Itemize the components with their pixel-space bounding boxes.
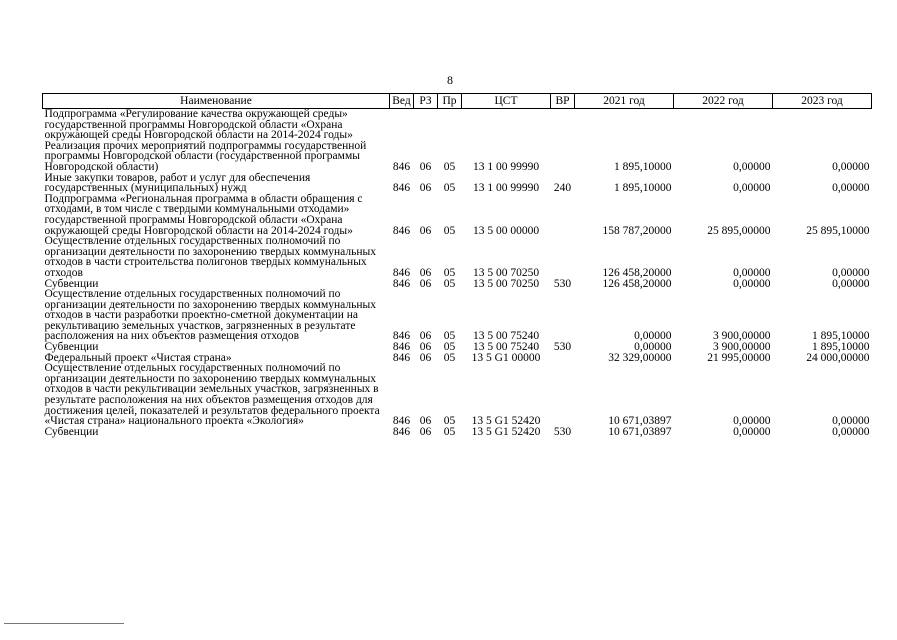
row-rz: 06 bbox=[419, 351, 432, 364]
row-pr: 05 bbox=[443, 224, 456, 237]
header-2022: 2022 год bbox=[674, 94, 773, 109]
row-pr: 05 bbox=[443, 330, 456, 343]
row-vr: 530 bbox=[553, 341, 572, 354]
row-2022: 3 900,00000 bbox=[713, 330, 771, 343]
row-2023: 0,00000 bbox=[832, 277, 870, 290]
page-number: 8 bbox=[447, 73, 453, 87]
row-2023: 0,00000 bbox=[832, 415, 870, 428]
row-rz: 06 bbox=[419, 160, 432, 173]
row-rz: 06 bbox=[419, 341, 432, 354]
row-pr: 05 bbox=[443, 182, 456, 195]
row-2022: 0,00000 bbox=[733, 277, 771, 290]
row-pr: 05 bbox=[443, 160, 456, 173]
row-2021: 126 458,20000 bbox=[602, 266, 672, 279]
row-2021: 1 895,10000 bbox=[614, 160, 672, 173]
row-2023: 0,00000 bbox=[832, 266, 870, 279]
table-row bbox=[43, 173, 872, 194]
row-2022: 0,00000 bbox=[733, 266, 771, 279]
table-header bbox=[43, 94, 872, 109]
row-cst: 13 5 G1 00000 bbox=[471, 351, 541, 364]
row-ved: 846 bbox=[392, 224, 411, 237]
row-rz bbox=[414, 109, 438, 141]
row-rz: 06 bbox=[419, 224, 432, 237]
row-vr: 530 bbox=[553, 277, 572, 290]
row-ved: 846 bbox=[392, 160, 411, 173]
row-cst: 13 1 00 99990 bbox=[472, 160, 540, 173]
row-2021: 1 895,10000 bbox=[614, 182, 672, 195]
row-ved: 846 bbox=[392, 266, 411, 279]
row-name: Осуществление отдельных государственных полномочий по организации деятельности по захоронению твердых коммунальных отходов в части рекультивации земельных участков, загрязненных в результате расположения на них объектов размещения отходов для достижения целей, показателей и результатов федерального проекта «Чистая страна» национального проекта «Экология» bbox=[44, 362, 380, 428]
row-pr bbox=[438, 109, 462, 141]
row-2021: 32 329,00000 bbox=[608, 351, 672, 364]
row-2022: 0,00000 bbox=[733, 160, 771, 173]
row-ved: 846 bbox=[392, 425, 411, 438]
row-name: Осуществление отдельных государственных полномочий по организации деятельности по захоронению твердых коммунальных отходов в части разработки проектно-сметной документации на рекультивацию земельных участков, загрязненных в результате расположения на них объектов размещения отходов bbox=[44, 288, 376, 343]
row-2023: 0,00000 bbox=[832, 160, 870, 173]
row-pr: 05 bbox=[443, 266, 456, 279]
row-cst: 13 5 00 75240 bbox=[472, 341, 540, 354]
row-2023: 0,00000 bbox=[832, 182, 870, 195]
row-rz: 06 bbox=[419, 425, 432, 438]
row-2021: 10 671,03897 bbox=[608, 415, 672, 428]
table-row bbox=[43, 236, 872, 278]
header-2023: 2023 год bbox=[773, 94, 872, 109]
row-pr: 05 bbox=[443, 425, 456, 438]
row-vr bbox=[551, 109, 575, 141]
table-body bbox=[43, 109, 872, 438]
table-row bbox=[43, 427, 872, 438]
row-cst bbox=[462, 109, 551, 141]
row-ved: 846 bbox=[392, 415, 411, 428]
row-2023: 1 895,10000 bbox=[812, 330, 870, 343]
header-pr: Пр bbox=[438, 94, 462, 109]
row-2021: 10 671,03897 bbox=[608, 425, 672, 438]
row-ved: 846 bbox=[392, 341, 411, 354]
header-2021: 2021 год bbox=[575, 94, 674, 109]
row-2022 bbox=[674, 109, 773, 141]
row-2022: 0,00000 bbox=[733, 415, 771, 428]
row-name: Реализация прочих мероприятий подпрограммы государственной программы Новгородской области (государственной программы Новгородской области) bbox=[44, 139, 367, 173]
footer-divider bbox=[4, 623, 124, 624]
row-cst: 13 5 00 70250 bbox=[472, 266, 540, 279]
table-row bbox=[43, 109, 872, 141]
table-row bbox=[43, 289, 872, 342]
row-name: Иные закупки товаров, работ и услуг для обеспечения государственных (муниципальных) нужд bbox=[44, 171, 311, 195]
row-rz: 06 bbox=[419, 415, 432, 428]
row-cst: 13 5 G1 52420 bbox=[471, 425, 541, 438]
row-rz: 06 bbox=[419, 266, 432, 279]
row-pr: 05 bbox=[443, 277, 456, 290]
row-2023: 24 000,00000 bbox=[806, 351, 870, 364]
row-cst: 13 5 00 75240 bbox=[472, 330, 540, 343]
header-rz: РЗ bbox=[414, 94, 438, 109]
row-cst: 13 1 00 99990 bbox=[472, 182, 540, 195]
row-2023: 1 895,10000 bbox=[812, 341, 870, 354]
row-ved: 846 bbox=[392, 277, 411, 290]
row-2023 bbox=[773, 109, 872, 141]
row-rz: 06 bbox=[419, 182, 432, 195]
header-vr: ВР bbox=[551, 94, 575, 109]
row-2021: 158 787,20000 bbox=[602, 224, 672, 237]
table-row bbox=[43, 141, 872, 173]
row-name: Федеральный проект «Чистая страна» bbox=[44, 351, 232, 364]
row-2021: 0,00000 bbox=[634, 330, 672, 343]
budget-table bbox=[42, 93, 872, 437]
row-cst: 13 5 G1 52420 bbox=[471, 415, 541, 428]
row-ved bbox=[390, 109, 414, 141]
row-2021 bbox=[575, 109, 674, 141]
table-row bbox=[43, 194, 872, 236]
row-rz: 06 bbox=[419, 277, 432, 290]
table-row bbox=[43, 363, 872, 427]
row-ved: 846 bbox=[392, 182, 411, 195]
row-vr bbox=[551, 363, 575, 427]
row-pr: 05 bbox=[443, 341, 456, 354]
row-cst: 13 5 00 00000 bbox=[472, 224, 540, 237]
row-vr bbox=[551, 141, 575, 173]
row-ved: 846 bbox=[392, 330, 411, 343]
row-2022: 21 995,00000 bbox=[707, 351, 771, 364]
row-name: Субвенции bbox=[44, 277, 99, 290]
row-vr bbox=[551, 289, 575, 342]
header-ved: Вед bbox=[390, 94, 414, 109]
row-name: Подпрограмма «Региональная программа в области обращения с отходами, в том числе с твердыми коммунальными отходами» государственной программы Новгородской области «Охрана окружающей среды Новгородской области на 2014-2024 годы» bbox=[44, 192, 363, 237]
header-row bbox=[43, 94, 872, 109]
row-cst: 13 5 00 70250 bbox=[472, 277, 540, 290]
row-name: Субвенции bbox=[44, 425, 99, 438]
header-name: Наименование bbox=[43, 94, 390, 109]
row-vr bbox=[551, 236, 575, 278]
row-rz: 06 bbox=[419, 330, 432, 343]
row-2023: 25 895,10000 bbox=[806, 224, 870, 237]
row-vr bbox=[551, 194, 575, 236]
row-2022: 0,00000 bbox=[733, 425, 771, 438]
row-name: Осуществление отдельных государственных полномочий по организации деятельности по захоронению твердых коммунальных отходов в части строительства полигонов твердых коммунальных отходов bbox=[44, 235, 376, 279]
row-ved: 846 bbox=[392, 351, 411, 364]
row-2021: 126 458,20000 bbox=[602, 277, 672, 290]
row-2021: 0,00000 bbox=[634, 341, 672, 354]
row-name: Подпрограмма «Регулирование качества окружающей среды» государственной программы Новгородской области «Охрана окружающей среды Новгородской области на 2014-2024 годы» bbox=[44, 108, 353, 142]
row-vr bbox=[551, 353, 575, 364]
header-cst: ЦСТ bbox=[462, 94, 551, 109]
row-2023: 0,00000 bbox=[832, 425, 870, 438]
row-2022: 25 895,00000 bbox=[707, 224, 771, 237]
row-pr: 05 bbox=[443, 351, 456, 364]
row-2022: 0,00000 bbox=[733, 182, 771, 195]
row-pr: 05 bbox=[443, 415, 456, 428]
row-name: Субвенции bbox=[44, 341, 99, 354]
row-vr: 530 bbox=[553, 425, 572, 438]
row-2022: 3 900,00000 bbox=[713, 341, 771, 354]
row-vr: 240 bbox=[553, 182, 572, 195]
